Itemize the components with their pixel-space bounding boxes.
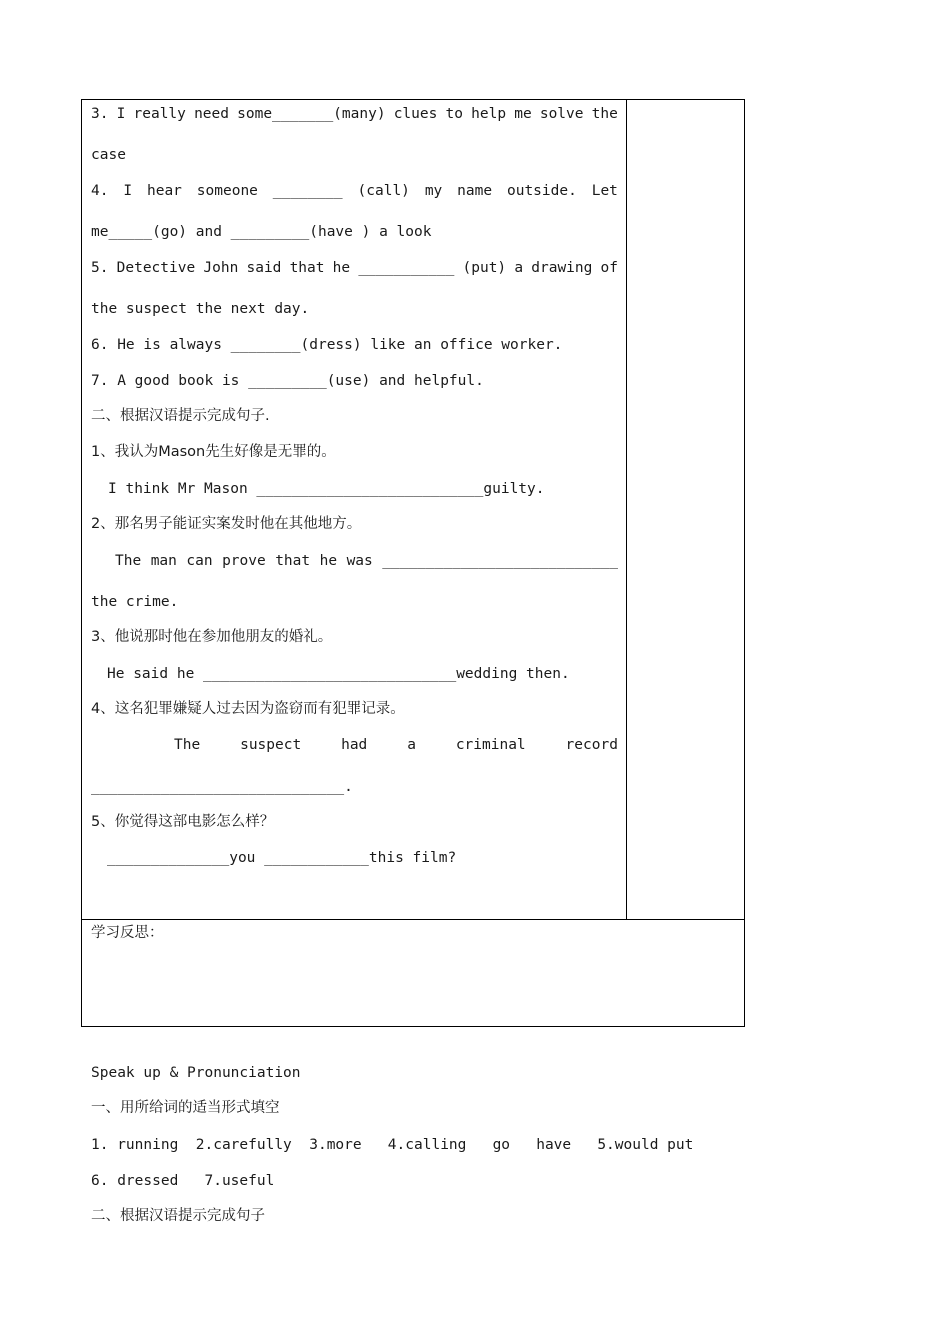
word: help <box>471 106 507 122</box>
answers-section-2-heading: 二、根据汉语提示完成句子 <box>91 1208 265 1224</box>
notes-cell <box>627 100 744 919</box>
word: a <box>514 260 524 276</box>
exercise-cell <box>82 100 627 919</box>
sentence-5-chinese: 5、你觉得这部电影怎么样？ <box>91 814 275 830</box>
word: he <box>332 260 351 276</box>
sentence-4-chinese: 4、这名犯罪嫌疑人过去因为盗窃而有犯罪记录。 <box>91 701 405 717</box>
exercise-table <box>81 99 745 1027</box>
word: 3. <box>91 106 109 122</box>
word: record <box>565 737 618 753</box>
answers-section-1-heading: 一、用所给词的适当形式填空 <box>91 1100 280 1116</box>
word: said <box>246 260 282 276</box>
word: (call) <box>357 183 410 199</box>
word: a <box>407 737 416 753</box>
word: name <box>457 183 493 199</box>
word: 4. <box>91 183 109 199</box>
word: to <box>445 106 463 122</box>
word: the <box>591 106 618 122</box>
sentence-1-english: I think Mr Mason __________________________guilty. <box>108 481 545 497</box>
q4-line-1 <box>91 182 618 200</box>
word: I <box>123 183 133 199</box>
word: solve <box>539 106 584 122</box>
word: some_______(many) <box>237 106 386 122</box>
word: prove <box>222 553 266 569</box>
word: clues <box>393 106 438 122</box>
answers-row-2: 6. dressed 7.useful <box>91 1173 275 1189</box>
q3-line-1 <box>91 105 618 123</box>
word: was <box>346 553 373 569</box>
section-2-heading: 二、根据汉语提示完成句子. <box>91 408 270 424</box>
word: man <box>150 553 177 569</box>
sentence-1-chinese: 1、我认为Mason先生好像是无罪的。 <box>91 444 336 460</box>
reflection-label: 学习反思： <box>91 925 164 941</box>
word: John <box>203 260 239 276</box>
sentence-4-english-line-1 <box>174 736 618 754</box>
word: outside. <box>506 183 577 199</box>
word: (put) <box>462 260 507 276</box>
word: of <box>600 260 618 276</box>
word: can <box>186 553 213 569</box>
word: ___________ <box>358 260 455 276</box>
sentence-4-english-line-2: _____________________________. <box>91 779 353 795</box>
sentence-2-english-line-2: the crime. <box>91 594 179 610</box>
word: hear <box>146 183 182 199</box>
word: me <box>514 106 532 122</box>
word: criminal <box>455 737 526 753</box>
q6-line: 6. He is always ________(dress) like an office worker. <box>91 337 563 353</box>
word: ___________________________ <box>382 553 618 569</box>
answers-row-1: 1. running 2.carefully 3.more 4.calling go have 5.would put <box>91 1137 694 1153</box>
word: that <box>289 260 325 276</box>
word: had <box>341 737 368 753</box>
sentence-3-chinese: 3、他说那时他在参加他朋友的婚礼。 <box>91 629 333 645</box>
word: Detective <box>116 260 196 276</box>
word: he <box>319 553 338 569</box>
answers-title: Speak up & Pronunciation <box>91 1065 301 1081</box>
sentence-2-english-line-1 <box>115 552 618 570</box>
q3-line-2: case <box>91 147 126 163</box>
word: I <box>116 106 126 122</box>
q5-line-1 <box>91 259 618 277</box>
sentence-5-english: ______________you ____________this film? <box>107 850 457 866</box>
word: really <box>133 106 186 122</box>
word: Let <box>591 183 618 199</box>
word: need <box>194 106 229 122</box>
word: ________ <box>272 183 343 199</box>
word: suspect <box>240 737 302 753</box>
q7-line: 7. A good book is _________(use) and helpful. <box>91 373 484 389</box>
q4-line-2: me_____(go) and _________(have ) a look <box>91 224 432 240</box>
reflection-cell <box>82 919 744 1026</box>
word: 5. <box>91 260 109 276</box>
q5-line-2: the suspect the next day. <box>91 301 310 317</box>
sentence-3-english: He said he _____________________________wedding then. <box>107 666 570 682</box>
word: drawing <box>531 260 593 276</box>
word: The <box>115 553 142 569</box>
sentence-2-chinese: 2、那名男子能证实案发时他在其他地方。 <box>91 516 362 532</box>
word: that <box>275 553 311 569</box>
word: someone <box>196 183 258 199</box>
word: my <box>424 183 443 199</box>
word: The <box>174 737 201 753</box>
